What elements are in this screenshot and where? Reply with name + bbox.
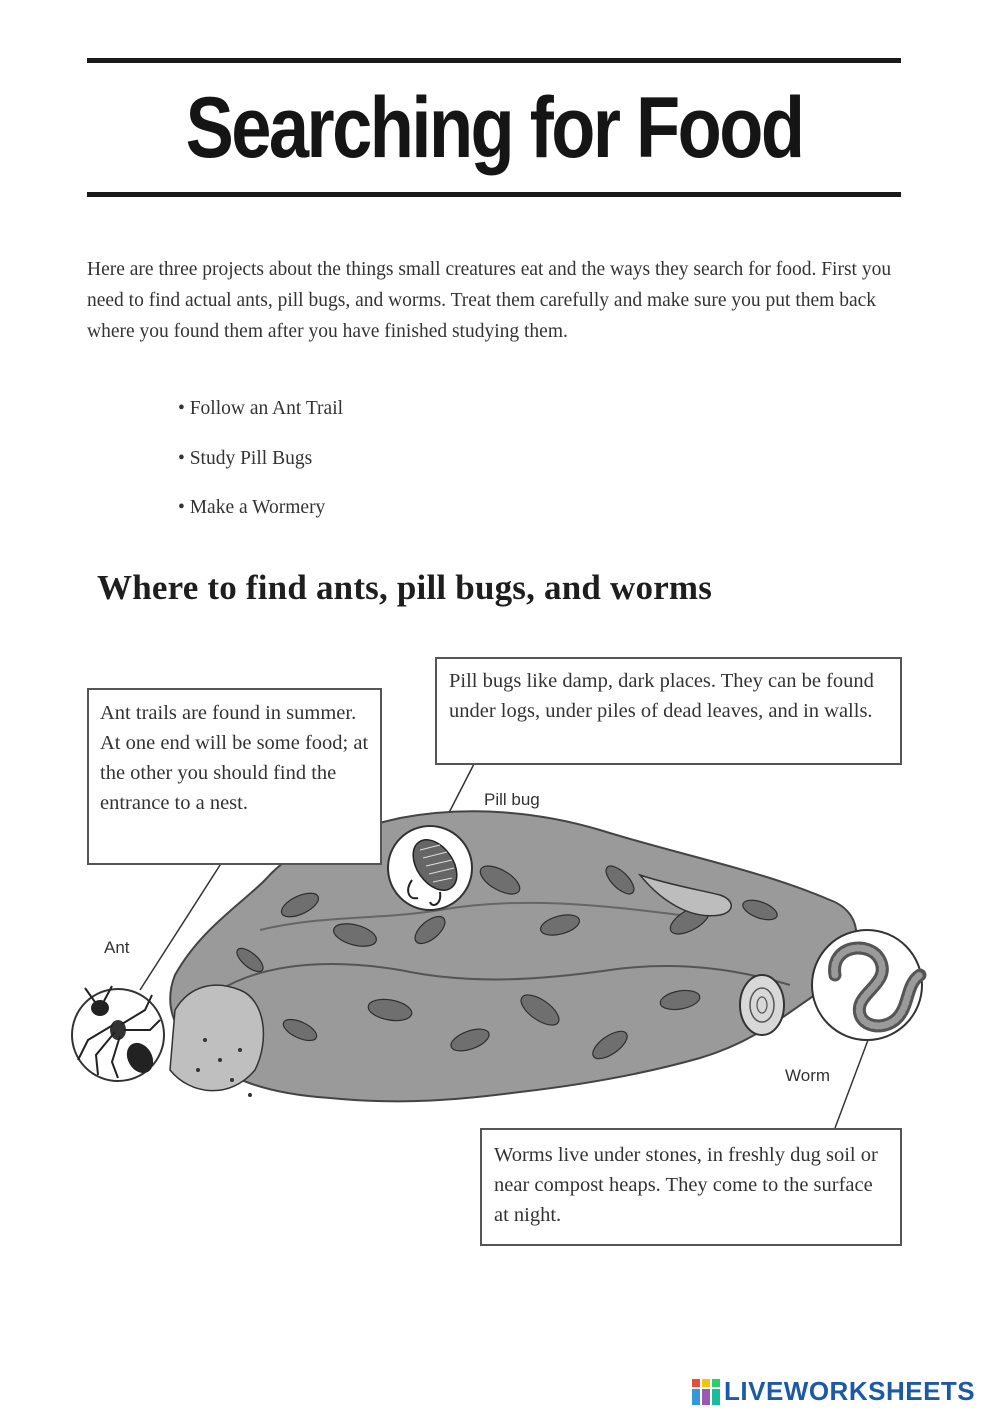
pill-bug-illustration bbox=[388, 826, 472, 910]
worm-illustration bbox=[812, 930, 922, 1040]
project-item-pill-bugs: • Study Pill Bugs bbox=[178, 448, 313, 469]
pill-bug-callout-text: Pill bugs like damp, dark places. They can be found under logs, under piles of dead leaves, and in walls. bbox=[449, 670, 874, 722]
liveworksheets-watermark: LIVEWORKSHEETS bbox=[724, 1376, 976, 1406]
project-item-wormery: • Make a Wormery bbox=[178, 497, 326, 518]
ant-callout-text: Ant trails are found in summer. At one end will be some food; at the other you should find the entrance to a nest. bbox=[100, 702, 369, 814]
page-title: Searching for Food bbox=[185, 80, 803, 176]
liveworksheets-logo-icon bbox=[691, 1377, 721, 1407]
worm-leader-line bbox=[835, 1040, 868, 1128]
worm-callout-text: Worms live under stones, in freshly dug soil or near compost heaps. They come to the surface at night. bbox=[494, 1144, 878, 1226]
pill-bug-callout bbox=[435, 657, 902, 765]
ant-illustration bbox=[72, 986, 164, 1081]
project-item-ant-trail: • Follow an Ant Trail bbox=[178, 398, 344, 419]
worm-label: Worm bbox=[785, 1066, 831, 1085]
intro-paragraph: Here are three projects about the things small creatures eat and the ways they search for food. First you need to find actual ants, pill bugs, and worms. Treat them carefully and make sure you put them back where you found them after you have finished studying them. bbox=[87, 259, 892, 342]
ant-label: Ant bbox=[104, 938, 130, 957]
pill-bug-label: Pill bug bbox=[484, 790, 540, 809]
worm-callout bbox=[480, 1128, 902, 1246]
section-heading: Where to find ants, pill bugs, and worms bbox=[97, 568, 713, 607]
ant-callout bbox=[87, 688, 382, 865]
